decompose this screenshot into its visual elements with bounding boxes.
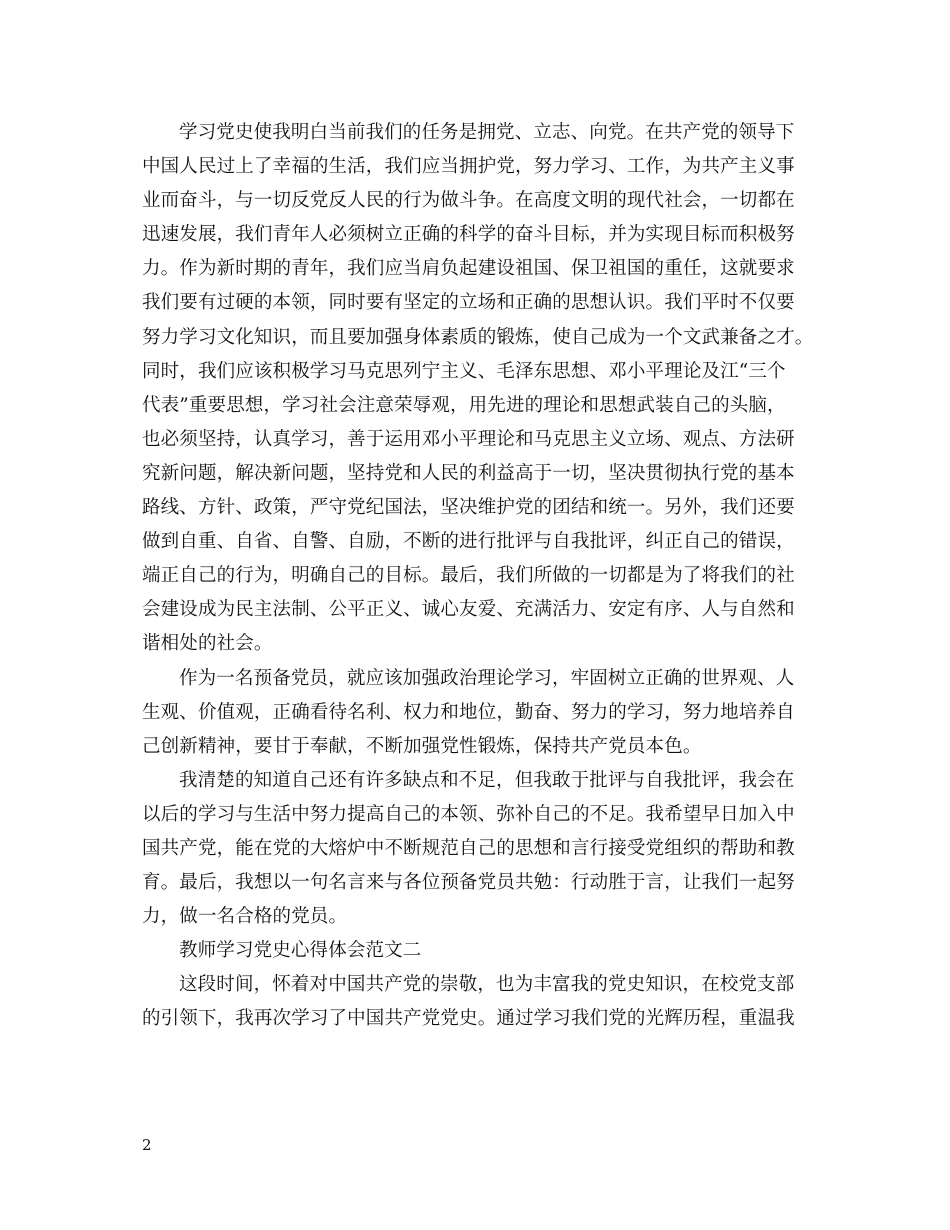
- paragraph-line: 端正自己的行为，明确自己的目标。最后，我们所做的一切都是为了将我们的社: [142, 565, 795, 587]
- page-number: 2: [142, 1136, 152, 1154]
- paragraph-line: 究新问题，解决新问题，坚持党和人民的利益高于一切，坚决贯彻执行党的基本: [142, 462, 795, 484]
- paragraph-line: 国共产党，能在党的大熔炉中不断规范自己的思想和言行接受党组织的帮助和教: [142, 837, 795, 859]
- paragraph-line: 努力学习文化知识，而且要加强身体素质的锻炼，使自己成为一个文武兼备之才。: [142, 326, 814, 348]
- paragraph-line: 学习党史使我明白当前我们的任务是拥党、立志、向党。在共产党的领导下: [179, 122, 795, 143]
- paragraph-line: 做到自重、自省、自警、自励，不断的进行批评与自我批评，纠正自己的错误，: [142, 531, 795, 553]
- paragraph-line: 的引领下，我再次学习了中国共产党党史。通过学习我们党的光辉历程，重温我: [142, 1008, 795, 1030]
- paragraph-line: 谐相处的社会。: [142, 633, 273, 655]
- paragraph-line: 这段时间，怀着对中国共产党的崇敬，也为丰富我的党史知识，在校党支部: [179, 974, 795, 996]
- paragraph-line: 路线、方针、政策，严守党纪国法，坚决维护党的团结和统一。另外，我们还要: [142, 497, 795, 519]
- paragraph-line: 也必须坚持，认真学习，善于运用邓小平理论和马克思主义立场、观点、方法研: [142, 428, 795, 450]
- paragraph-line: 力，做一名合格的党员。: [142, 906, 348, 928]
- paragraph-line: 业而奋斗，与一切反党反人民的行为做斗争。在高度文明的现代社会，一切都在: [142, 190, 795, 212]
- paragraph-line: 我们要有过硬的本领，同时要有坚定的立场和正确的思想认识。我们平时不仅要: [142, 292, 795, 314]
- paragraph-line: 生观、价值观，正确看待名利、权力和地位，勤奋、努力的学习，努力地培养自: [142, 701, 795, 723]
- paragraph-line: 以后的学习与生活中努力提高自己的本领、弥补自己的不足。我希望早日加入中: [142, 803, 795, 825]
- paragraph-line: 中国人民过上了幸福的生活，我们应当拥护党，努力学习、工作，为共产主义事: [142, 156, 795, 178]
- paragraph-line: 己创新精神，要甘于奉献，不断加强党性锻炼，保持共产党员本色。: [142, 735, 702, 757]
- paragraph-line: 代表”重要思想，学习社会注意荣辱观，用先进的理论和思想武装自己的头脑，: [142, 394, 786, 416]
- paragraph-line: 会建设成为民主法制、公平正义、诚心友爱、充满活力、安定有序、人与自然和: [142, 599, 795, 621]
- paragraph-line: 育。最后，我想以一句名言来与各位预备党员共勉：行动胜于言，让我们一起努: [142, 872, 795, 894]
- section-heading: 教师学习党史心得体会范文二: [179, 940, 422, 962]
- paragraph-line: 同时，我们应该积极学习马克思列宁主义、毛泽东思想、邓小平理论及江“三个: [142, 360, 786, 382]
- paragraph-line: 作为一名预备党员，就应该加强政治理论学习，牢固树立正确的世界观、人: [179, 667, 795, 689]
- paragraph-line: 力。作为新时期的青年，我们应当肩负起建设祖国、保卫祖国的重任，这就要求: [142, 258, 795, 280]
- document-body: [142, 116, 814, 1037]
- paragraph-line: 我清楚的知道自己还有许多缺点和不足，但我敢于批评与自我批评，我会在: [179, 769, 795, 791]
- paragraph-line: 迅速发展，我们青年人必须树立正确的科学的奋斗目标，并为实现目标而积极努: [142, 224, 795, 246]
